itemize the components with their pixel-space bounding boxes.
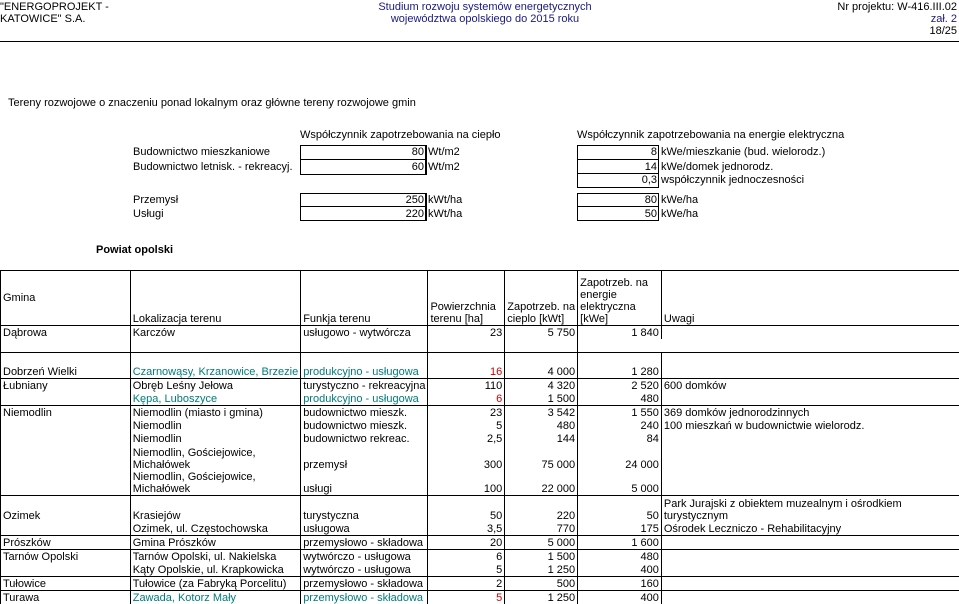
heat-box-divider-2 bbox=[300, 206, 426, 207]
cell-uwagi: Ośrodek Leczniczo - Rehabilitacyjny bbox=[661, 522, 959, 536]
elec-unit-simultaneity: współczynnik jednoczesności bbox=[661, 174, 804, 186]
cell-uwagi bbox=[661, 392, 959, 406]
cell-uwagi bbox=[661, 591, 959, 604]
heat-value-industry: 250 bbox=[300, 194, 424, 206]
cell-lokalizacja: Tarnów Opolski, ul. Nakielska bbox=[130, 550, 300, 564]
cell-gmina: Ozimek bbox=[1, 496, 131, 523]
heat-value-services: 220 bbox=[300, 208, 424, 220]
header-energia bbox=[578, 271, 662, 326]
cell-funkcja: usługowo - wytwórcza bbox=[301, 326, 428, 340]
cell-cieplo: 500 bbox=[505, 577, 578, 591]
cell-energia: 2 520 bbox=[578, 379, 662, 393]
cell-lokalizacja: Zawada, Kotorz Mały bbox=[130, 591, 300, 604]
heat-unit-recreation: Wt/m2 bbox=[428, 161, 460, 173]
elec-value-recreation: 14 bbox=[577, 161, 657, 173]
cell-powierzchnia: 23 bbox=[428, 326, 505, 340]
cell-cieplo: 480 bbox=[505, 419, 578, 432]
cell-energia: 24 000 bbox=[578, 445, 662, 471]
electricity-coefficient-header: Współczynnik zapotrzebowania na energie elektryczna bbox=[577, 129, 844, 141]
header-rule bbox=[0, 41, 959, 42]
cell-cieplo: 5 000 bbox=[505, 536, 578, 550]
cell-cieplo: 4 000 bbox=[505, 353, 578, 379]
cell-gmina: Dąbrowa bbox=[1, 326, 131, 340]
cell-gmina: Niemodlin bbox=[1, 406, 131, 420]
cell-powierzchnia: 6 bbox=[428, 392, 505, 406]
header-cieplo-line1: Zapotrzeb. na bbox=[507, 301, 575, 313]
cell-lokalizacja: Kępa, Luboszyce bbox=[130, 392, 300, 406]
cell-gmina: Dobrzeń Wielki bbox=[1, 353, 131, 379]
cell-powierzchnia: 2 bbox=[428, 577, 505, 591]
elec-unit-services: kWe/ha bbox=[661, 208, 698, 220]
project-info bbox=[837, 1, 957, 37]
study-title bbox=[360, 1, 610, 25]
cell-funkcja: turystyczna bbox=[301, 496, 428, 523]
table-row bbox=[1, 419, 959, 432]
cell-lokalizacja: Tułowice (za Fabryką Porcelitu) bbox=[130, 577, 300, 591]
header-energia-line4: [kWe] bbox=[580, 313, 659, 325]
cell-funkcja: wytwórczo - usługowa bbox=[301, 563, 428, 577]
company-line-1: "ENERGOPROJEKT - bbox=[0, 1, 109, 13]
cell-powierzchnia: 20 bbox=[428, 536, 505, 550]
cell-energia: 1 280 bbox=[578, 353, 662, 379]
cell-energia: 160 bbox=[578, 577, 662, 591]
cell-lokalizacja: Niemodlin bbox=[130, 419, 300, 432]
heat-unit-divider-2 bbox=[426, 193, 427, 221]
spacer-cell bbox=[301, 339, 428, 353]
cell-funkcja: budownictwo mieszk. bbox=[301, 419, 428, 432]
table-row bbox=[1, 471, 959, 496]
table-row bbox=[1, 577, 959, 591]
heat-unit-housing: Wt/m2 bbox=[428, 146, 460, 158]
cell-powierzchnia: 16 bbox=[428, 353, 505, 379]
cell-lokalizacja: Obręb Leśny Jełowa bbox=[130, 379, 300, 393]
coeff-label-services: Usługi bbox=[133, 208, 164, 220]
cell-lokalizacja: Kąty Opolskie, ul. Krapkowicka bbox=[130, 563, 300, 577]
cell-funkcja: turystyczno - rekreacyjna bbox=[301, 379, 428, 393]
cell-cieplo: 1 500 bbox=[505, 550, 578, 564]
cell-funkcja: przemysłowo - składowa bbox=[301, 536, 428, 550]
cell-cieplo: 144 bbox=[505, 432, 578, 445]
cell-gmina bbox=[1, 432, 131, 445]
cell-cieplo: 75 000 bbox=[505, 445, 578, 471]
cell-funkcja: budownictwo rekreac. bbox=[301, 432, 428, 445]
cell-lokalizacja: Krasiejów bbox=[130, 496, 300, 523]
cell-gmina bbox=[1, 392, 131, 406]
cell-powierzchnia: 50 bbox=[428, 496, 505, 523]
cell-lokalizacja: Niemodlin, Gościejowice, Michałówek bbox=[130, 471, 300, 496]
elec-unit-industry: kWe/ha bbox=[661, 194, 698, 206]
cell-energia: 1 600 bbox=[578, 536, 662, 550]
cell-uwagi bbox=[661, 445, 959, 471]
elec-value-simultaneity: 0,3 bbox=[577, 174, 657, 186]
elec-box-divider-3 bbox=[577, 206, 659, 207]
cell-powierzchnia: 5 bbox=[428, 591, 505, 604]
table-row bbox=[1, 522, 959, 536]
cell-gmina bbox=[1, 563, 131, 577]
company-line-2: KATOWICE" S.A. bbox=[0, 13, 109, 25]
heat-coefficient-header: Współczynnik zapotrzebowania na ciepło bbox=[300, 129, 501, 141]
coeff-label-recreation: Budownictwo letnisk. - rekreacyj. bbox=[133, 161, 293, 173]
heat-unit-divider bbox=[426, 145, 427, 175]
table-row bbox=[1, 353, 959, 379]
cell-powierzchnia: 100 bbox=[428, 471, 505, 496]
cell-gmina bbox=[1, 522, 131, 536]
development-areas-table bbox=[0, 270, 959, 604]
cell-lokalizacja: Niemodlin, Gościejowice, Michałówek bbox=[130, 445, 300, 471]
study-line-2: województwa opolskiego do 2015 roku bbox=[360, 13, 610, 25]
header-energia-line1: Zapotrzeb. na bbox=[580, 277, 659, 289]
cell-uwagi: 369 domków jednorodzinnych bbox=[661, 406, 959, 420]
elec-value-services: 50 bbox=[577, 208, 657, 220]
elec-unit-housing: kWe/mieszkanie (bud. wielorodz.) bbox=[661, 146, 825, 158]
table-row bbox=[1, 432, 959, 445]
cell-gmina: Tarnów Opolski bbox=[1, 550, 131, 564]
header-gmina: Gmina bbox=[1, 271, 131, 326]
cell-gmina: Łubniany bbox=[1, 379, 131, 393]
cell-uwagi: 100 mieszkań w budownictwie wielorodz. bbox=[661, 419, 959, 432]
coeff-label-housing: Budownictwo mieszkaniowe bbox=[133, 146, 270, 158]
cell-cieplo: 1 250 bbox=[505, 563, 578, 577]
cell-powierzchnia: 23 bbox=[428, 406, 505, 420]
cell-powierzchnia: 5 bbox=[428, 563, 505, 577]
cell-lokalizacja: Czarnowąsy, Krzanowice, Brzezie bbox=[130, 353, 300, 379]
cell-energia: 400 bbox=[578, 591, 662, 604]
header-powierzchnia bbox=[428, 271, 505, 326]
table-row bbox=[1, 406, 959, 420]
section-title: Tereny rozwojowe o znaczeniu ponad lokalnym oraz główne tereny rozwojowe gmin bbox=[8, 97, 416, 109]
cell-funkcja: przemysł bbox=[301, 445, 428, 471]
table-row bbox=[1, 496, 959, 523]
table-row bbox=[1, 536, 959, 550]
elec-value-housing: 8 bbox=[577, 146, 657, 158]
cell-gmina bbox=[1, 419, 131, 432]
cell-funkcja: przemysłowo - składowa bbox=[301, 577, 428, 591]
spacer-row bbox=[1, 339, 959, 353]
attachment-number: zał. 2 bbox=[837, 13, 957, 25]
cell-powierzchnia: 300 bbox=[428, 445, 505, 471]
cell-powierzchnia: 6 bbox=[428, 550, 505, 564]
cell-lokalizacja: Gmina Prószków bbox=[130, 536, 300, 550]
header-funkcja: Funkja terenu bbox=[301, 271, 428, 326]
project-number: Nr projektu: W-416.III.02 bbox=[837, 1, 957, 13]
spacer-cell bbox=[130, 339, 300, 353]
cell-funkcja: wytwórczo - usługowa bbox=[301, 550, 428, 564]
cell-powierzchnia: 110 bbox=[428, 379, 505, 393]
cell-energia: 480 bbox=[578, 550, 662, 564]
cell-powierzchnia: 3,5 bbox=[428, 522, 505, 536]
cell-uwagi bbox=[661, 432, 959, 445]
table-header-row bbox=[1, 271, 959, 326]
cell-gmina: Tułowice bbox=[1, 577, 131, 591]
spacer-cell bbox=[505, 339, 578, 353]
table-row bbox=[1, 326, 959, 340]
cell-lokalizacja: Karczów bbox=[130, 326, 300, 340]
heat-unit-services: kWt/ha bbox=[428, 208, 462, 220]
cell-cieplo: 3 542 bbox=[505, 406, 578, 420]
cell-funkcja: produkcyjno - usługowa bbox=[301, 353, 428, 379]
table-row bbox=[1, 550, 959, 564]
cell-cieplo: 1 250 bbox=[505, 591, 578, 604]
cell-gmina: Prószków bbox=[1, 536, 131, 550]
heat-unit-industry: kWt/ha bbox=[428, 194, 462, 206]
cell-funkcja: produkcyjno - usługowa bbox=[301, 392, 428, 406]
cell-uwagi bbox=[661, 536, 959, 550]
header-lokalizacja: Lokalizacja terenu bbox=[130, 271, 300, 326]
cell-cieplo: 220 bbox=[505, 496, 578, 523]
spacer-cell bbox=[428, 339, 505, 353]
heat-value-housing: 80 bbox=[300, 146, 424, 158]
heat-box-divider-1 bbox=[300, 159, 426, 160]
cell-energia: 1 550 bbox=[578, 406, 662, 420]
elec-unit-recreation: kWe/domek jednorodz. bbox=[661, 161, 773, 173]
cell-energia: 480 bbox=[578, 392, 662, 406]
cell-cieplo: 4 320 bbox=[505, 379, 578, 393]
cell-uwagi: 600 domków bbox=[661, 379, 959, 393]
cell-energia: 84 bbox=[578, 432, 662, 445]
cell-gmina bbox=[1, 471, 131, 496]
cell-uwagi bbox=[661, 563, 959, 577]
header-cieplo-line2: cieplo [kWt] bbox=[507, 313, 575, 325]
cell-cieplo: 5 750 bbox=[505, 326, 578, 340]
header-powierzchnia-line2: terenu [ha] bbox=[430, 313, 502, 325]
cell-cieplo: 22 000 bbox=[505, 471, 578, 496]
cell-funkcja: usługi bbox=[301, 471, 428, 496]
table-body bbox=[1, 326, 959, 604]
cell-gmina bbox=[1, 445, 131, 471]
cell-uwagi: Park Jurajski z obiektem muzealnym i ośrodkiem turystycznym bbox=[661, 496, 959, 523]
cell-energia: 1 840 bbox=[578, 326, 662, 340]
cell-energia: 175 bbox=[578, 522, 662, 536]
cell-uwagi bbox=[661, 326, 959, 340]
cell-energia: 50 bbox=[578, 496, 662, 523]
header-powierzchnia-line1: Powierzchnia bbox=[430, 301, 502, 313]
cell-uwagi bbox=[661, 353, 959, 379]
coeff-label-industry: Przemysł bbox=[133, 194, 178, 206]
header-energia-line3: elektryczna bbox=[580, 301, 659, 313]
table-row bbox=[1, 445, 959, 471]
cell-energia: 400 bbox=[578, 563, 662, 577]
table-row bbox=[1, 591, 959, 604]
header-cieplo bbox=[505, 271, 578, 326]
spacer-cell bbox=[578, 339, 662, 353]
header-uwagi: Uwagi bbox=[661, 271, 959, 326]
header-energia-line2: energie bbox=[580, 289, 659, 301]
cell-lokalizacja: Niemodlin (miasto i gmina) bbox=[130, 406, 300, 420]
heat-value-recreation: 60 bbox=[300, 161, 424, 173]
cell-cieplo: 770 bbox=[505, 522, 578, 536]
elec-value-industry: 80 bbox=[577, 194, 657, 206]
cell-lokalizacja: Ozimek, ul. Częstochowska bbox=[130, 522, 300, 536]
page-number: 18/25 bbox=[837, 25, 957, 37]
table-row bbox=[1, 379, 959, 393]
cell-powierzchnia: 5 bbox=[428, 419, 505, 432]
company-name bbox=[0, 1, 109, 25]
cell-funkcja: usługowa bbox=[301, 522, 428, 536]
cell-uwagi bbox=[661, 471, 959, 496]
spacer-cell bbox=[661, 339, 959, 353]
cell-lokalizacja: Niemodlin bbox=[130, 432, 300, 445]
powiat-title: Powiat opolski bbox=[96, 244, 173, 256]
cell-funkcja: budownictwo mieszk. bbox=[301, 406, 428, 420]
elec-box-divider-1 bbox=[577, 159, 659, 160]
cell-powierzchnia: 2,5 bbox=[428, 432, 505, 445]
spacer-cell bbox=[1, 339, 131, 353]
table-row bbox=[1, 563, 959, 577]
cell-energia: 5 000 bbox=[578, 471, 662, 496]
cell-funkcja: przemysłowo - składowa bbox=[301, 591, 428, 604]
cell-cieplo: 1 500 bbox=[505, 392, 578, 406]
study-line-1: Studium rozwoju systemów energetycznych bbox=[360, 1, 610, 13]
cell-energia: 240 bbox=[578, 419, 662, 432]
cell-uwagi bbox=[661, 577, 959, 591]
cell-uwagi bbox=[661, 550, 959, 564]
table-row bbox=[1, 392, 959, 406]
cell-gmina: Turawa bbox=[1, 591, 131, 604]
